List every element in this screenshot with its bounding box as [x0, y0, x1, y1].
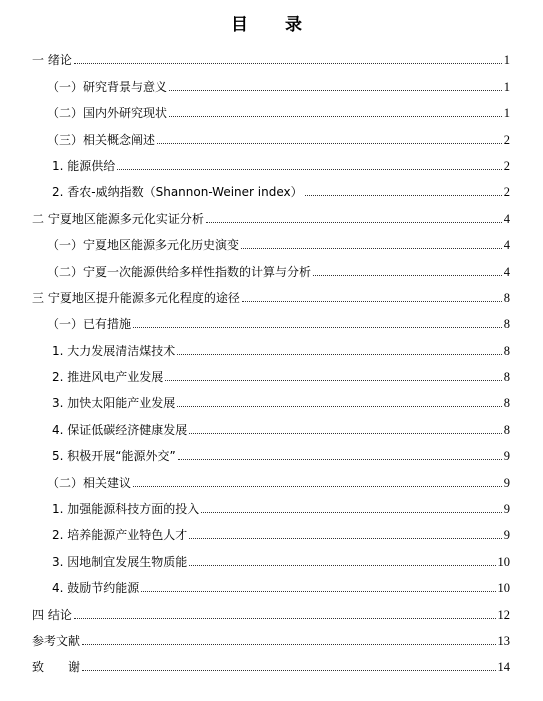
dot-leader — [201, 512, 501, 513]
toc-entry-page-number: 9 — [503, 502, 510, 517]
toc-entry-page-number: 4 — [503, 238, 510, 253]
dot-leader — [177, 354, 501, 355]
toc-entry-page-number: 4 — [503, 211, 510, 226]
dot-leader — [133, 327, 502, 328]
toc-entry-label: 参考文献 — [32, 633, 81, 648]
dot-leader — [157, 143, 502, 144]
toc-entry[interactable] — [32, 623, 510, 649]
toc-entry-label: 4. 鼓励节约能源 — [52, 581, 140, 596]
dot-leader — [305, 195, 502, 196]
toc-entry[interactable] — [32, 332, 510, 358]
toc-entry[interactable] — [32, 121, 510, 147]
dot-leader — [82, 644, 495, 645]
toc-entry-page-number: 8 — [503, 317, 510, 332]
toc-entry-label: 4. 保证低碳经济健康发展 — [52, 422, 188, 437]
toc-entry[interactable] — [32, 200, 510, 226]
toc-entry-page-number: 10 — [497, 581, 510, 596]
toc-entry[interactable] — [32, 411, 510, 437]
toc-entry[interactable] — [32, 543, 510, 569]
toc-entry[interactable] — [32, 174, 510, 200]
toc-entry[interactable] — [32, 306, 510, 332]
toc-entry-page-number: 9 — [503, 528, 510, 543]
toc-entry-label: （二）相关建议 — [47, 475, 132, 490]
dot-leader — [133, 486, 502, 487]
toc-entry[interactable] — [32, 148, 510, 174]
dot-leader — [169, 90, 502, 91]
dot-leader — [206, 222, 502, 223]
toc-entry-label: 2. 推进风电产业发展 — [52, 370, 164, 385]
toc-entry-label: （三）相关概念阐述 — [47, 132, 156, 147]
toc-entry-page-number: 8 — [503, 290, 510, 305]
toc-entry-page-number: 10 — [497, 554, 510, 569]
toc-entry-page-number: 9 — [503, 449, 510, 464]
toc-entry-page-number: 8 — [503, 370, 510, 385]
toc-entry-page-number: 2 — [503, 158, 510, 173]
toc-entry-label: 致 谢 — [32, 660, 81, 675]
toc-entry-page-number: 8 — [503, 396, 510, 411]
dot-leader — [169, 116, 502, 117]
dot-leader — [178, 459, 502, 460]
dot-leader — [241, 248, 502, 249]
toc-entry-label: 三 宁夏地区提升能源多元化程度的途径 — [32, 290, 240, 305]
dot-leader — [189, 538, 501, 539]
dot-leader — [177, 406, 501, 407]
dot-leader — [117, 169, 501, 170]
toc-entry-label: （一）研究背景与意义 — [47, 79, 168, 94]
toc-entry[interactable] — [32, 95, 510, 121]
toc-entry[interactable] — [32, 385, 510, 411]
toc-entry-label: （二）宁夏一次能源供给多样性指数的计算与分析 — [47, 264, 312, 279]
toc-entry-page-number: 1 — [503, 106, 510, 121]
toc-entry-page-number: 4 — [503, 264, 510, 279]
dot-leader — [74, 63, 502, 64]
dot-leader — [242, 301, 502, 302]
toc-entry-label: 2. 培养能源产业特色人才 — [52, 528, 188, 543]
dot-leader — [189, 433, 501, 434]
table-of-contents — [32, 42, 510, 675]
toc-entry-label: 一 绪论 — [32, 53, 72, 68]
toc-entry-label: 3. 因地制宜发展生物质能 — [52, 554, 188, 569]
toc-entry-label: 1. 加强能源科技方面的投入 — [52, 502, 200, 517]
toc-entry-page-number: 12 — [497, 607, 510, 622]
toc-entry-page-number: 14 — [497, 660, 510, 675]
toc-entry-label: 1. 能源供给 — [52, 158, 116, 173]
toc-entry[interactable] — [32, 42, 510, 68]
toc-entry-label: （一）已有措施 — [47, 317, 132, 332]
toc-entry-page-number: 1 — [503, 53, 510, 68]
toc-entry-label: 二 宁夏地区能源多元化实证分析 — [32, 211, 204, 226]
dot-leader — [141, 591, 495, 592]
toc-entry[interactable] — [32, 68, 510, 94]
toc-entry[interactable] — [32, 464, 510, 490]
dot-leader — [189, 565, 495, 566]
toc-entry-label: （二）国内外研究现状 — [47, 106, 168, 121]
toc-entry-page-number: 2 — [503, 132, 510, 147]
dot-leader — [74, 618, 496, 619]
toc-entry-page-number: 1 — [503, 79, 510, 94]
toc-entry-label: 2. 香农-威纳指数（Shannon-Weiner index） — [52, 185, 303, 200]
toc-entry[interactable] — [32, 570, 510, 596]
toc-entry-label: （一）宁夏地区能源多元化历史演变 — [47, 238, 240, 253]
toc-entry[interactable] — [32, 253, 510, 279]
toc-entry[interactable] — [32, 280, 510, 306]
toc-entry-label: 四 结论 — [32, 607, 72, 622]
dot-leader — [313, 275, 502, 276]
toc-entry[interactable] — [32, 649, 510, 675]
dot-leader — [82, 670, 495, 671]
toc-entry[interactable] — [32, 596, 510, 622]
toc-entry-page-number: 2 — [503, 185, 510, 200]
toc-entry-page-number: 13 — [497, 633, 510, 648]
toc-entry-page-number: 8 — [503, 422, 510, 437]
dot-leader — [165, 380, 501, 381]
toc-entry-page-number: 8 — [503, 343, 510, 358]
toc-entry-label: 1. 大力发展清洁煤技术 — [52, 343, 176, 358]
toc-entry[interactable] — [32, 359, 510, 385]
toc-entry-label: 3. 加快太阳能产业发展 — [52, 396, 176, 411]
toc-entry[interactable] — [32, 491, 510, 517]
toc-entry[interactable] — [32, 438, 510, 464]
toc-entry-page-number: 9 — [503, 475, 510, 490]
toc-entry[interactable] — [32, 517, 510, 543]
toc-entry[interactable] — [32, 227, 510, 253]
toc-entry-label: 5. 积极开展“能源外交” — [52, 449, 176, 464]
toc-title: 目 录 — [231, 15, 312, 35]
